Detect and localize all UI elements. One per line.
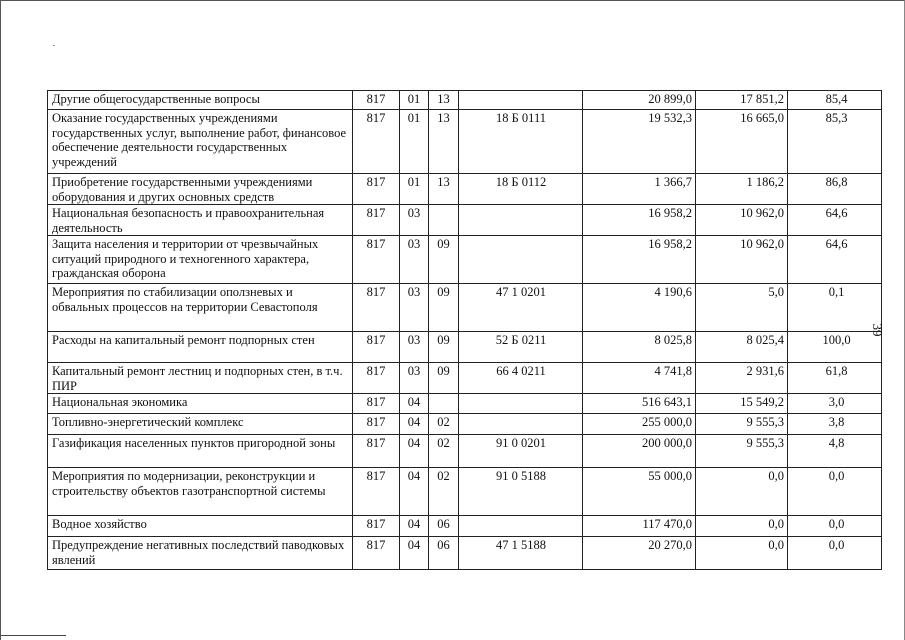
table-body: [48, 91, 885, 570]
ministry-code-cell: 817: [353, 110, 400, 174]
ministry-code-cell: 817: [353, 91, 400, 110]
ministry-code-cell: 817: [353, 363, 400, 394]
subsection-code-cell: [429, 394, 459, 414]
plan-amount-cell: 20 899,0: [583, 91, 696, 110]
target-article-cell: 91 0 5188: [459, 468, 583, 516]
row-name-cell: Оказание государственных учреждениями государственных услуг, выполнение работ, финансовое обеспечение деятельности государственных учреждений: [48, 110, 353, 174]
execution-percent-cell: 3,0: [788, 394, 882, 414]
section-code-cell: 03: [400, 236, 429, 284]
section-code-cell: 03: [400, 284, 429, 332]
execution-percent-cell: 0,0: [788, 537, 882, 570]
subsection-code-cell: 13: [429, 91, 459, 110]
actual-amount-cell: 17 851,2: [696, 91, 788, 110]
actual-amount-cell: 1 186,2: [696, 174, 788, 205]
table-row: [48, 394, 882, 414]
subsection-code-cell: 09: [429, 363, 459, 394]
ministry-code-cell: 817: [353, 284, 400, 332]
plan-amount-cell: 16 958,2: [583, 236, 696, 284]
execution-percent-cell: 3,8: [788, 414, 882, 435]
target-article-cell: 18 Б 0111: [459, 110, 583, 174]
actual-amount-cell: 10 962,0: [696, 236, 788, 284]
execution-percent-cell: 61,8: [788, 363, 882, 394]
section-code-cell: 04: [400, 537, 429, 570]
table-row: [48, 363, 882, 394]
plan-amount-cell: 1 366,7: [583, 174, 696, 205]
table-row: [48, 537, 882, 570]
subsection-code-cell: 06: [429, 537, 459, 570]
table-row: [48, 284, 882, 332]
budget-table: [47, 90, 885, 570]
target-article-cell: [459, 394, 583, 414]
execution-percent-cell: 64,6: [788, 236, 882, 284]
execution-percent-cell: 0,1: [788, 284, 882, 332]
actual-amount-cell: 5,0: [696, 284, 788, 332]
section-code-cell: 03: [400, 205, 429, 236]
ministry-code-cell: 817: [353, 394, 400, 414]
actual-amount-cell: 0,0: [696, 516, 788, 537]
row-name-cell: Расходы на капитальный ремонт подпорных стен: [48, 332, 353, 363]
table-row: [48, 414, 882, 435]
row-name-cell: Предупреждение негативных последствий паводковых явлений: [48, 537, 353, 570]
execution-percent-cell: 64,6: [788, 205, 882, 236]
row-name-cell: Национальная безопасность и правоохранительная деятельность: [48, 205, 353, 236]
ministry-code-cell: 817: [353, 414, 400, 435]
row-name-cell: Другие общегосударственные вопросы: [48, 91, 353, 110]
target-article-cell: [459, 236, 583, 284]
execution-percent-cell: 0,0: [788, 468, 882, 516]
row-name-cell: Защита населения и территории от чрезвычайных ситуаций природного и техногенного характера, гражданская оборона: [48, 236, 353, 284]
ministry-code-cell: 817: [353, 332, 400, 363]
target-article-cell: [459, 205, 583, 236]
plan-amount-cell: 55 000,0: [583, 468, 696, 516]
row-name-cell: Топливно-энергетический комплекс: [48, 414, 353, 435]
target-article-cell: 47 1 5188: [459, 537, 583, 570]
plan-amount-cell: 117 470,0: [583, 516, 696, 537]
section-code-cell: 04: [400, 516, 429, 537]
section-code-cell: 04: [400, 394, 429, 414]
actual-amount-cell: 2 931,6: [696, 363, 788, 394]
ministry-code-cell: 817: [353, 516, 400, 537]
page-number: 39: [870, 323, 885, 337]
actual-amount-cell: 0,0: [696, 537, 788, 570]
plan-amount-cell: 16 958,2: [583, 205, 696, 236]
actual-amount-cell: 10 962,0: [696, 205, 788, 236]
section-code-cell: 01: [400, 110, 429, 174]
subsection-code-cell: 13: [429, 174, 459, 205]
table-row: [48, 332, 882, 363]
execution-percent-cell: 86,8: [788, 174, 882, 205]
table-row: [48, 205, 882, 236]
actual-amount-cell: 15 549,2: [696, 394, 788, 414]
subsection-code-cell: 09: [429, 332, 459, 363]
row-name-cell: Мероприятия по модернизации, реконструкции и строительству объектов газотранспортной системы: [48, 468, 353, 516]
ministry-code-cell: 817: [353, 537, 400, 570]
target-article-cell: 52 Б 0211: [459, 332, 583, 363]
table-row: [48, 236, 882, 284]
row-name-cell: Водное хозяйство: [48, 516, 353, 537]
plan-amount-cell: 200 000,0: [583, 435, 696, 468]
target-article-cell: 47 1 0201: [459, 284, 583, 332]
subsection-code-cell: 02: [429, 414, 459, 435]
section-code-cell: 04: [400, 435, 429, 468]
plan-amount-cell: 19 532,3: [583, 110, 696, 174]
section-code-cell: 01: [400, 91, 429, 110]
ministry-code-cell: 817: [353, 468, 400, 516]
actual-amount-cell: 16 665,0: [696, 110, 788, 174]
execution-percent-cell: 4,8: [788, 435, 882, 468]
scan-edge-line: [1, 635, 66, 636]
subsection-code-cell: 09: [429, 236, 459, 284]
row-name-cell: Капитальный ремонт лестниц и подпорных стен, в т.ч. ПИР: [48, 363, 353, 394]
subsection-code-cell: 02: [429, 468, 459, 516]
row-name-cell: Мероприятия по стабилизации оползневых и обвальных процессов на территории Севастополя: [48, 284, 353, 332]
actual-amount-cell: 8 025,4: [696, 332, 788, 363]
plan-amount-cell: 20 270,0: [583, 537, 696, 570]
table-row: [48, 91, 882, 110]
section-code-cell: 04: [400, 468, 429, 516]
row-name-cell: Национальная экономика: [48, 394, 353, 414]
execution-percent-cell: 0,0: [788, 516, 882, 537]
target-article-cell: 66 4 0211: [459, 363, 583, 394]
row-name-cell: Газификация населенных пунктов пригородной зоны: [48, 435, 353, 468]
target-article-cell: 91 0 0201: [459, 435, 583, 468]
subsection-code-cell: 09: [429, 284, 459, 332]
subsection-code-cell: 13: [429, 110, 459, 174]
table-row: [48, 516, 882, 537]
table-row: [48, 435, 882, 468]
ministry-code-cell: 817: [353, 236, 400, 284]
execution-percent-cell: 85,3: [788, 110, 882, 174]
ministry-code-cell: 817: [353, 205, 400, 236]
target-article-cell: [459, 516, 583, 537]
table-row: [48, 174, 882, 205]
section-code-cell: 03: [400, 363, 429, 394]
ministry-code-cell: 817: [353, 435, 400, 468]
actual-amount-cell: 9 555,3: [696, 414, 788, 435]
execution-percent-cell: 100,0: [788, 332, 882, 363]
section-code-cell: 01: [400, 174, 429, 205]
row-name-cell: Приобретение государственными учреждениями оборудования и других основных средств: [48, 174, 353, 205]
plan-amount-cell: 516 643,1: [583, 394, 696, 414]
subsection-code-cell: 06: [429, 516, 459, 537]
table-row: [48, 110, 882, 174]
plan-amount-cell: 4 741,8: [583, 363, 696, 394]
plan-amount-cell: 4 190,6: [583, 284, 696, 332]
plan-amount-cell: 255 000,0: [583, 414, 696, 435]
target-article-cell: [459, 414, 583, 435]
subsection-code-cell: 02: [429, 435, 459, 468]
section-code-cell: 04: [400, 414, 429, 435]
actual-amount-cell: 9 555,3: [696, 435, 788, 468]
table-row: [48, 468, 882, 516]
ministry-code-cell: 817: [353, 174, 400, 205]
subsection-code-cell: [429, 205, 459, 236]
target-article-cell: 18 Б 0112: [459, 174, 583, 205]
execution-percent-cell: 85,4: [788, 91, 882, 110]
section-code-cell: 03: [400, 332, 429, 363]
actual-amount-cell: 0,0: [696, 468, 788, 516]
plan-amount-cell: 8 025,8: [583, 332, 696, 363]
scan-artifact: [53, 45, 55, 46]
target-article-cell: [459, 91, 583, 110]
